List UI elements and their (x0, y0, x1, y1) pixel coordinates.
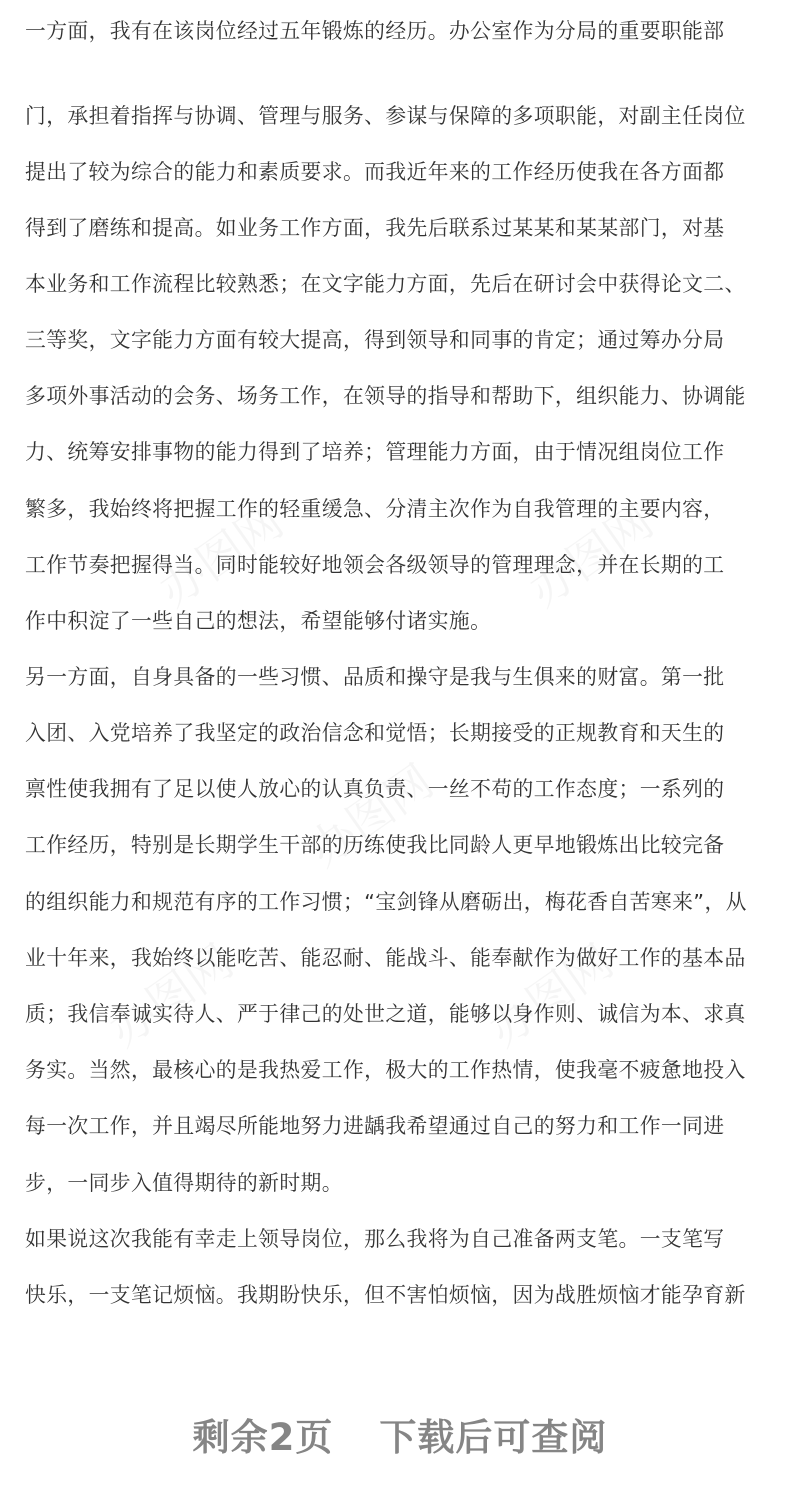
text-line: 业十年来，我始终以能吃苦、能忍耐、能战斗、能奉献作为做好工作的基本品 (25, 946, 746, 970)
download-to-view-label: 下载后可查阅 (379, 1416, 608, 1459)
text-line: 的组织能力和规范有序的工作习惯；“宝剑锋从磨砺出，梅花香自苦寒来”，从 (25, 890, 747, 914)
text-line: 力、统筹安排事物的能力得到了培养；管理能力方面，由于情况组岗位工作 (25, 440, 725, 464)
text-line: 另一方面，自身具备的一些习惯、品质和操守是我与生俱来的财富。第一批 (25, 665, 725, 689)
text-line: 快乐，一支笔记烦恼。我期盼快乐，但不害怕烦恼，因为战胜烦恼才能孕育新 (25, 1283, 746, 1307)
text-line: 一方面，我有在该岗位经过五年锻炼的经历。办公室作为分局的重要职能部 (25, 19, 725, 43)
text-line: 三等奖，文字能力方面有较大提高，得到领导和同事的肯定；通过筹办分局 (25, 328, 725, 352)
text-line: 工作节奏把握得当。同时能较好地领会各级领导的管理理念，并在长期的工 (25, 553, 725, 577)
download-prompt[interactable] (0, 1404, 800, 1464)
text-line: 多项外事活动的会务、场务工作，在领导的指导和帮助下，组织能力、协调能 (25, 384, 746, 408)
text-line: 繁多，我始终将把握工作的轻重缓急、分清主次作为自我管理的主要内容， (25, 497, 725, 521)
text-line: 质；我信奉诚实待人、严于律己的处世之道，能够以身作则、诚信为本、求真 (25, 1002, 746, 1026)
text-line: 如果说这次我能有幸走上领导岗位，那么我将为自己准备两支笔。一支笔写 (25, 1227, 725, 1251)
text-line: 入团、入党培养了我坚定的政治信念和觉悟；长期接受的正规教育和天生的 (25, 721, 725, 745)
text-line: 本业务和工作流程比较熟悉；在文字能力方面，先后在研讨会中获得论文二、 (25, 272, 746, 296)
text-line: 每一次工作，并且竭尽所能地努力进龋我希望通过自己的努力和工作一同进 (25, 1114, 725, 1138)
text-line: 禀性使我拥有了足以使人放心的认真负责、一丝不苟的工作态度；一系列的 (25, 777, 725, 801)
text-line: 务实。当然，最核心的是我热爱工作，极大的工作热情，使我毫不疲惫地投入 (25, 1058, 746, 1082)
remaining-pages-label: 剩余2页 (192, 1416, 334, 1459)
text-line: 门，承担着指挥与协调、管理与服务、参谋与保障的多项职能，对副主任岗位 (25, 104, 746, 128)
text-line: 工作经历，特别是长期学生干部的历练使我比同龄人更早地锻炼出比较完备 (25, 833, 725, 857)
text-line: 得到了磨练和提高。如业务工作方面，我先后联系过某某和某某部门，对基 (25, 216, 725, 240)
text-line: 步，一同步入值得期待的新时期。 (25, 1171, 343, 1195)
text-line: 提出了较为综合的能力和素质要求。而我近年来的工作经历使我在各方面都 (25, 160, 725, 184)
text-line: 作中积淀了一些自己的想法，希望能够付诸实施。 (25, 609, 492, 633)
